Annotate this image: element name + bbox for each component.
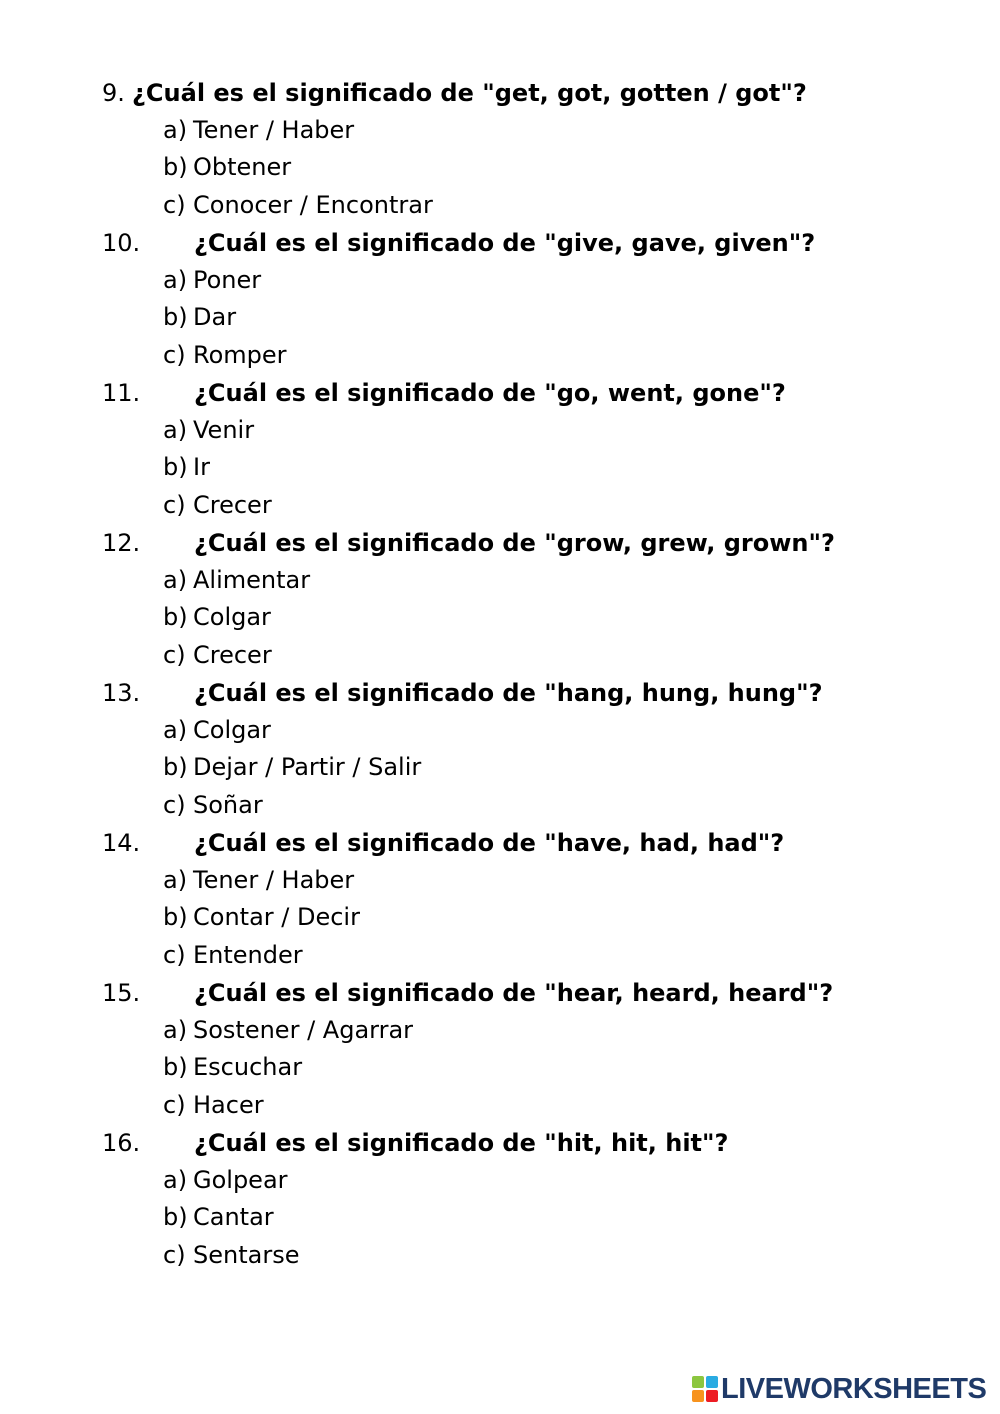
question-number: 12. — [102, 529, 141, 557]
option-letter: c) — [163, 1090, 186, 1119]
question-number: 11. — [102, 379, 141, 407]
question-text: ¿Cuál es el significado de "give, gave, given"? — [194, 229, 816, 257]
answer-option[interactable] — [163, 1012, 863, 1049]
option-letter: b) — [163, 303, 188, 331]
question-number: 9. — [102, 79, 125, 107]
option-text: Obtener — [193, 153, 292, 181]
option-text: Crecer — [193, 490, 272, 519]
option-letter: a) — [163, 415, 188, 444]
brand-name: LIVEWORKSHEETS — [721, 1372, 987, 1405]
question-text: ¿Cuál es el significado de "go, went, gone"? — [194, 379, 786, 407]
question-row — [102, 224, 962, 262]
option-text: Sentarse — [193, 1240, 300, 1269]
logo-tile-blue — [706, 1376, 718, 1388]
question-row — [102, 1124, 962, 1162]
answer-option[interactable] — [163, 787, 863, 824]
question-row — [102, 524, 962, 562]
answer-option[interactable] — [163, 412, 863, 449]
question-text: ¿Cuál es el significado de "have, had, had"? — [194, 829, 785, 857]
answer-option[interactable] — [163, 1087, 863, 1124]
option-letter: a) — [163, 265, 188, 294]
question-text: ¿Cuál es el significado de "get, got, gotten / got"? — [132, 79, 807, 107]
question-number: 13. — [102, 679, 141, 707]
answer-option[interactable] — [163, 262, 863, 299]
answer-option[interactable] — [163, 337, 863, 374]
option-text: Contar / Decir — [193, 903, 360, 931]
option-text: Conocer / Encontrar — [193, 190, 433, 219]
answer-option[interactable] — [163, 1162, 863, 1199]
option-text: Colgar — [193, 715, 271, 744]
option-text: Tener / Haber — [193, 865, 355, 894]
option-letter: b) — [163, 603, 188, 631]
question-row — [102, 74, 962, 112]
answer-option[interactable] — [163, 937, 863, 974]
answer-option[interactable] — [163, 487, 863, 524]
option-letter: c) — [163, 1240, 186, 1269]
option-letter: b) — [163, 753, 188, 781]
logo-tile-orange — [692, 1390, 704, 1402]
option-text: Dejar / Partir / Salir — [193, 753, 422, 781]
answer-option[interactable] — [163, 112, 863, 149]
option-text: Cantar — [193, 1203, 274, 1231]
option-text: Venir — [193, 415, 255, 444]
question-text: ¿Cuál es el significado de "hit, hit, hit"? — [194, 1129, 729, 1157]
option-text: Poner — [193, 265, 262, 294]
question-text: ¿Cuál es el significado de "hang, hung, hung"? — [194, 679, 823, 707]
option-text: Escuchar — [193, 1053, 303, 1081]
question-number: 15. — [102, 979, 141, 1007]
option-text: Sostener / Agarrar — [193, 1015, 414, 1044]
option-text: Entender — [193, 940, 303, 969]
answer-option[interactable] — [163, 149, 863, 186]
option-letter: b) — [163, 1053, 188, 1081]
option-letter: a) — [163, 565, 188, 594]
question-row — [102, 824, 962, 862]
option-letter: c) — [163, 640, 186, 669]
option-letter: c) — [163, 790, 186, 819]
option-text: Colgar — [193, 603, 271, 631]
option-text: Hacer — [193, 1090, 264, 1119]
question-row — [102, 974, 962, 1012]
option-text: Crecer — [193, 640, 272, 669]
liveworksheets-brand — [692, 1373, 986, 1405]
option-letter: b) — [163, 153, 188, 181]
question-number: 14. — [102, 829, 141, 857]
answer-option[interactable] — [163, 862, 863, 899]
answer-option[interactable] — [163, 449, 863, 486]
question-row — [102, 674, 962, 712]
question-number: 10. — [102, 229, 141, 257]
option-letter: b) — [163, 453, 188, 481]
option-letter: a) — [163, 1165, 188, 1194]
answer-option[interactable] — [163, 637, 863, 674]
logo-tile-green — [692, 1376, 704, 1388]
option-letter: b) — [163, 1203, 188, 1231]
option-text: Soñar — [193, 790, 263, 819]
answer-option[interactable] — [163, 187, 863, 224]
answer-option[interactable] — [163, 1199, 863, 1236]
liveworksheets-logo-icon — [692, 1376, 718, 1402]
question-text: ¿Cuál es el significado de "hear, heard, heard"? — [194, 979, 834, 1007]
answer-option[interactable] — [163, 299, 863, 336]
option-letter: b) — [163, 903, 188, 931]
answer-option[interactable] — [163, 599, 863, 636]
option-letter: a) — [163, 865, 188, 894]
answer-option[interactable] — [163, 1237, 863, 1274]
answer-option[interactable] — [163, 562, 863, 599]
option-text: Ir — [193, 453, 210, 481]
option-letter: a) — [163, 1015, 188, 1044]
option-text: Romper — [193, 340, 287, 369]
option-text: Tener / Haber — [193, 115, 355, 144]
question-text: ¿Cuál es el significado de "grow, grew, grown"? — [194, 529, 835, 557]
answer-option[interactable] — [163, 1049, 863, 1086]
option-letter: c) — [163, 940, 186, 969]
option-text: Golpear — [193, 1165, 288, 1194]
option-letter: c) — [163, 490, 186, 519]
option-text: Dar — [193, 303, 237, 331]
option-letter: c) — [163, 190, 186, 219]
answer-option[interactable] — [163, 749, 863, 786]
option-letter: a) — [163, 715, 188, 744]
question-number: 16. — [102, 1129, 141, 1157]
answer-option[interactable] — [163, 712, 863, 749]
option-text: Alimentar — [193, 565, 311, 594]
option-letter: a) — [163, 115, 188, 144]
question-row — [102, 374, 962, 412]
option-letter: c) — [163, 340, 186, 369]
answer-option[interactable] — [163, 899, 863, 936]
logo-tile-red — [706, 1390, 718, 1402]
